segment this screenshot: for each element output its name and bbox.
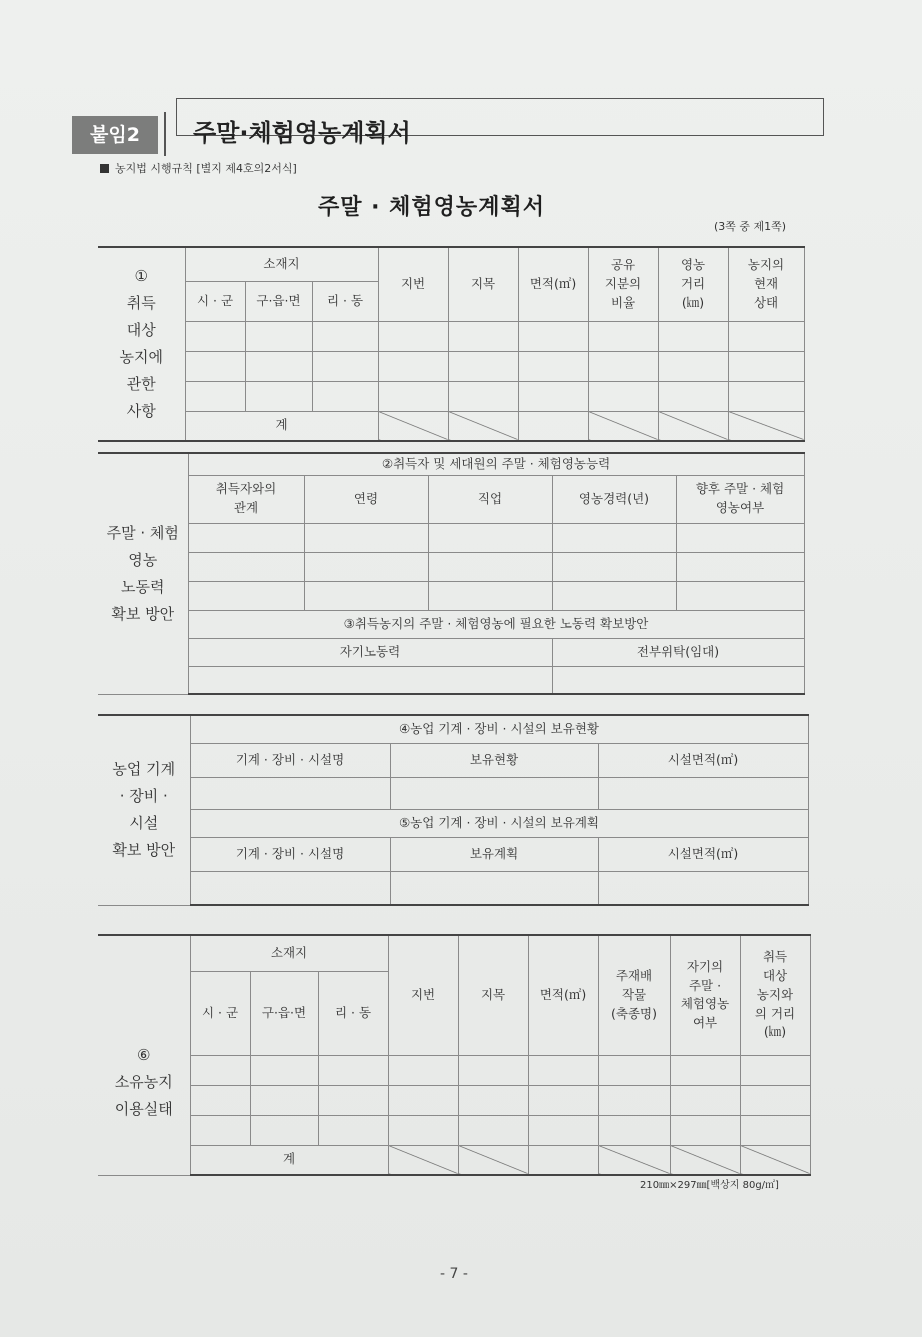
input-cell[interactable] bbox=[448, 321, 518, 351]
input-cell[interactable] bbox=[658, 351, 728, 381]
input-cell[interactable] bbox=[428, 552, 552, 581]
diagonal-cell bbox=[670, 1145, 740, 1175]
input-cell[interactable] bbox=[190, 777, 390, 809]
input-cell[interactable] bbox=[458, 1115, 528, 1145]
total-label: 계 bbox=[185, 411, 378, 441]
input-cell[interactable] bbox=[448, 351, 518, 381]
land-category-header-2: 지목 bbox=[458, 935, 528, 1055]
input-cell[interactable] bbox=[676, 523, 804, 552]
regulation-reference: 농지법 시행규칙 [별지 제4호의2서식] bbox=[100, 160, 297, 176]
input-cell[interactable] bbox=[378, 351, 448, 381]
input-cell[interactable] bbox=[388, 1055, 458, 1085]
input-cell[interactable] bbox=[378, 381, 448, 411]
input-cell[interactable] bbox=[190, 1055, 250, 1085]
annex-header bbox=[72, 98, 824, 147]
input-cell[interactable] bbox=[312, 321, 378, 351]
occupation-header: 직업 bbox=[428, 475, 552, 523]
self-labor-header: 자기노동력 bbox=[188, 638, 552, 666]
input-cell[interactable] bbox=[185, 381, 245, 411]
input-cell[interactable] bbox=[250, 1115, 318, 1145]
input-cell[interactable] bbox=[388, 1085, 458, 1115]
input-cell[interactable] bbox=[670, 1055, 740, 1085]
capability-title: ②취득자 및 세대원의 주말 · 체험영농능력 bbox=[188, 453, 804, 475]
district-header: 구·읍·면 bbox=[245, 281, 312, 321]
input-cell[interactable] bbox=[528, 1115, 598, 1145]
age-header: 연령 bbox=[304, 475, 428, 523]
input-cell[interactable] bbox=[188, 581, 304, 610]
current-state-header: 농지의 현재 상태 bbox=[728, 247, 804, 321]
farming-distance-header: 영농 거리 (㎞) bbox=[658, 247, 728, 321]
equipment-name-header-2: 기계 · 장비 · 시설명 bbox=[190, 837, 390, 871]
input-cell[interactable] bbox=[304, 581, 428, 610]
section-2-table bbox=[98, 452, 805, 695]
own-farming-header: 자기의 주말 · 체험영농 여부 bbox=[670, 935, 740, 1055]
total-label-2: 계 bbox=[190, 1145, 388, 1175]
facility-area-header-2: 시설면적(㎡) bbox=[598, 837, 808, 871]
lot-number-header: 지번 bbox=[378, 247, 448, 321]
facility-area-header: 시설면적(㎡) bbox=[598, 743, 808, 777]
diagonal-cell bbox=[588, 411, 658, 441]
annex-title: 주말·체험영농계획서 bbox=[193, 119, 411, 147]
input-cell[interactable] bbox=[390, 871, 598, 905]
equipment-name-header: 기계 · 장비 · 시설명 bbox=[190, 743, 390, 777]
holdings-status-header: 보유현황 bbox=[390, 743, 598, 777]
holdings-title: ④농업 기계 · 장비 · 시설의 보유현황 bbox=[190, 715, 808, 743]
input-cell[interactable] bbox=[518, 321, 588, 351]
input-cell[interactable] bbox=[598, 1085, 670, 1115]
header-divider bbox=[164, 112, 166, 156]
input-cell[interactable] bbox=[728, 321, 804, 351]
input-cell[interactable] bbox=[388, 1115, 458, 1145]
square-bullet-icon bbox=[100, 164, 109, 173]
consignment-input[interactable] bbox=[552, 666, 804, 694]
input-cell[interactable] bbox=[598, 871, 808, 905]
input-cell[interactable] bbox=[312, 381, 378, 411]
self-labor-input[interactable] bbox=[188, 666, 552, 694]
input-cell[interactable] bbox=[312, 351, 378, 381]
input-cell[interactable] bbox=[428, 523, 552, 552]
input-cell[interactable] bbox=[378, 321, 448, 351]
input-cell[interactable] bbox=[250, 1085, 318, 1115]
village-header: 리 · 동 bbox=[312, 281, 378, 321]
input-cell[interactable] bbox=[552, 523, 676, 552]
city-county-header: 시 · 군 bbox=[185, 281, 245, 321]
input-cell[interactable] bbox=[318, 1055, 388, 1085]
input-cell[interactable] bbox=[670, 1115, 740, 1145]
input-cell[interactable] bbox=[588, 321, 658, 351]
future-farming-header: 향후 주말 · 체험 영농여부 bbox=[676, 475, 804, 523]
section-1-label: ① 취득 대상 농지에 관한 사항 bbox=[98, 247, 185, 441]
city-county-header-2: 시 · 군 bbox=[190, 971, 250, 1055]
input-cell[interactable] bbox=[245, 381, 312, 411]
diagonal-cell bbox=[448, 411, 518, 441]
input-cell[interactable] bbox=[318, 1115, 388, 1145]
diagonal-cell bbox=[458, 1145, 528, 1175]
input-cell[interactable] bbox=[518, 381, 588, 411]
input-cell[interactable] bbox=[598, 777, 808, 809]
diagonal-cell bbox=[658, 411, 728, 441]
annex-badge: 붙임2 bbox=[72, 116, 158, 154]
land-category-header: 지목 bbox=[448, 247, 518, 321]
location-header: 소재지 bbox=[185, 247, 378, 281]
section-6-label: ⑥ 소유농지 이용실태 bbox=[98, 935, 190, 1175]
village-header-2: 리 · 동 bbox=[318, 971, 388, 1055]
total-area-input-2[interactable] bbox=[528, 1145, 598, 1175]
distance-header: 취득 대상 농지와 의 거리 (㎞) bbox=[740, 935, 810, 1055]
input-cell[interactable] bbox=[448, 381, 518, 411]
labor-plan-title: ③취득농지의 주말 · 체험영농에 필요한 노동력 확보방안 bbox=[188, 610, 804, 638]
input-cell[interactable] bbox=[245, 321, 312, 351]
diagonal-cell bbox=[598, 1145, 670, 1175]
input-cell[interactable] bbox=[190, 1085, 250, 1115]
input-cell[interactable] bbox=[528, 1055, 598, 1085]
input-cell[interactable] bbox=[190, 1115, 250, 1145]
input-cell[interactable] bbox=[728, 381, 804, 411]
paper-spec: 210㎜×297㎜[백상지 80g/㎡] bbox=[640, 1180, 779, 1191]
page-number: - 7 - bbox=[440, 1266, 468, 1282]
diagonal-cell bbox=[740, 1145, 810, 1175]
full-consignment-header: 전부위탁(임대) bbox=[552, 638, 804, 666]
input-cell[interactable] bbox=[676, 552, 804, 581]
input-cell[interactable] bbox=[528, 1085, 598, 1115]
input-cell[interactable] bbox=[185, 351, 245, 381]
input-cell[interactable] bbox=[658, 321, 728, 351]
input-cell[interactable] bbox=[188, 552, 304, 581]
input-cell[interactable] bbox=[188, 523, 304, 552]
location-header-2: 소재지 bbox=[190, 935, 388, 971]
input-cell[interactable] bbox=[190, 871, 390, 905]
input-cell[interactable] bbox=[728, 351, 804, 381]
farming-career-header: 영농경력(년) bbox=[552, 475, 676, 523]
lot-number-header-2: 지번 bbox=[388, 935, 458, 1055]
annex-title-box bbox=[176, 98, 824, 147]
main-crop-header: 주재배 작물 (축종명) bbox=[598, 935, 670, 1055]
input-cell[interactable] bbox=[740, 1085, 810, 1115]
input-cell[interactable] bbox=[304, 552, 428, 581]
area-header-2: 면적(㎡) bbox=[528, 935, 598, 1055]
input-cell[interactable] bbox=[552, 552, 676, 581]
input-cell[interactable] bbox=[588, 351, 658, 381]
section-2-label: 주말 · 체험 영농 노동력 확보 방안 bbox=[98, 453, 188, 694]
input-cell[interactable] bbox=[552, 581, 676, 610]
input-cell[interactable] bbox=[518, 351, 588, 381]
diagonal-cell bbox=[728, 411, 804, 441]
share-header: 공유 지분의 비율 bbox=[588, 247, 658, 321]
input-cell[interactable] bbox=[658, 381, 728, 411]
input-cell[interactable] bbox=[250, 1055, 318, 1085]
page-note: (3쪽 중 제1쪽) bbox=[714, 220, 787, 233]
diagonal-cell bbox=[388, 1145, 458, 1175]
input-cell[interactable] bbox=[598, 1055, 670, 1085]
input-cell[interactable] bbox=[740, 1055, 810, 1085]
district-header-2: 구·읍·면 bbox=[250, 971, 318, 1055]
input-cell[interactable] bbox=[740, 1115, 810, 1145]
input-cell[interactable] bbox=[676, 581, 804, 610]
input-cell[interactable] bbox=[458, 1055, 528, 1085]
input-cell[interactable] bbox=[185, 321, 245, 351]
holding-plan-header: 보유계획 bbox=[390, 837, 598, 871]
section-1-table bbox=[98, 246, 805, 442]
input-cell[interactable] bbox=[318, 1085, 388, 1115]
section-3-table bbox=[98, 714, 809, 906]
area-header: 면적(㎡) bbox=[518, 247, 588, 321]
diagonal-cell bbox=[378, 411, 448, 441]
section-3-label: 농업 기계 · 장비 · 시설 확보 방안 bbox=[98, 715, 190, 905]
input-cell[interactable] bbox=[670, 1085, 740, 1115]
input-cell[interactable] bbox=[428, 581, 552, 610]
section-6-table bbox=[98, 934, 811, 1176]
total-area-input[interactable] bbox=[518, 411, 588, 441]
input-cell[interactable] bbox=[458, 1085, 528, 1115]
input-cell[interactable] bbox=[390, 777, 598, 809]
input-cell[interactable] bbox=[245, 351, 312, 381]
document-title: 주말 · 체험영농계획서 bbox=[318, 195, 545, 220]
input-cell[interactable] bbox=[598, 1115, 670, 1145]
input-cell[interactable] bbox=[588, 381, 658, 411]
plan-title: ⑤농업 기계 · 장비 · 시설의 보유계획 bbox=[190, 809, 808, 837]
input-cell[interactable] bbox=[304, 523, 428, 552]
relation-header: 취득자와의 관계 bbox=[188, 475, 304, 523]
